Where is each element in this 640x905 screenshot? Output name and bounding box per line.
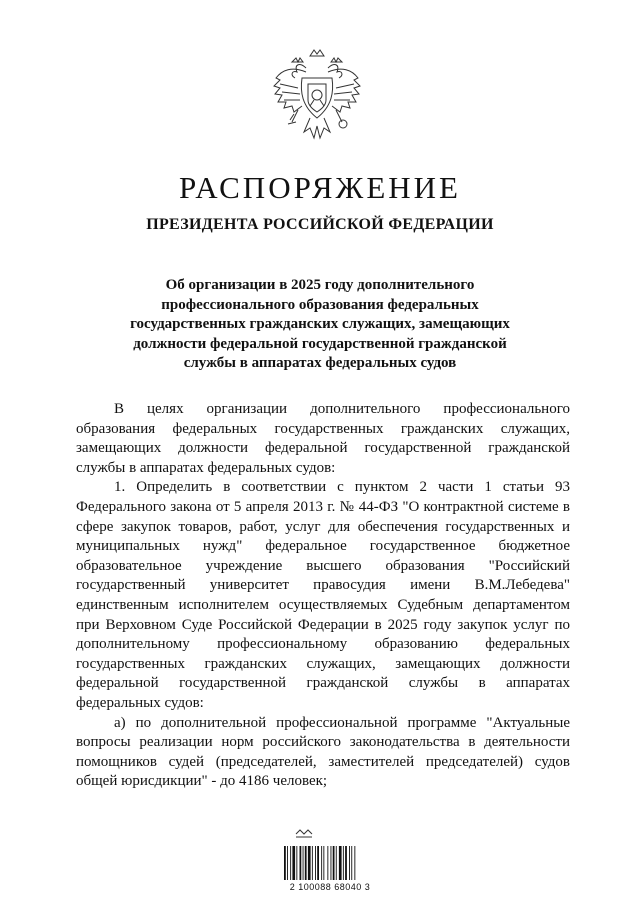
heading-line: профессионального образования федеральных (161, 296, 479, 313)
barcode-number: 2 100088 68040 3 (289, 882, 371, 892)
document-body (76, 400, 570, 792)
document-heading (96, 276, 544, 374)
document-mark-icon (294, 828, 314, 840)
heading-line: государственных гражданских служащих, замещающих (130, 316, 510, 332)
document-title: РАСПОРЯЖЕНИЕ (179, 170, 461, 205)
body-paragraph: В целях организации дополнительного профессионального образования федеральных государственных гражданских служащих, замещающих должности федеральной государственной гражданской службы в аппаратах федеральных судов: (76, 401, 570, 476)
document-subtitle: ПРЕЗИДЕНТА РОССИЙСКОЙ ФЕДЕРАЦИИ (146, 216, 494, 233)
heading-line: службы в аппаратах федеральных судов (183, 355, 457, 371)
barcode-icon (283, 846, 375, 880)
russian-coat-of-arms-icon (270, 48, 364, 144)
body-paragraph: 1. Определить в соответствии с пунктом 2 части 1 статьи 93 Федерального закона от 5 апреля 2013 г. № 44-ФЗ "О контрактной системе в сфере закупок товаров, работ, услуг для обеспечения государственных и муниципальных нужд" федеральное государственное бюджетное образовательное учреждение высшего образования "Российский государственный университет правосудия имени В.М.Лебедева" единственным исполнителем осуществляемых Судебным департаментом при Верховном Суде Российской Федерации в 2025 году закупок услуг по дополнительному профессиональному образованию федеральных государственных гражданских служащих, замещающих должности федеральной государственной гражданской службы в аппаратах федеральных судов: (76, 479, 570, 711)
body-paragraph: а) по дополнительной профессиональной программе "Актуальные вопросы реализации норм российского законодательства в деятельности помощников судей (председателей, заместителей председателей) судов общей юрисдикции" - до 4186 человек; (76, 714, 570, 790)
heading-line: должности федеральной государственной гражданской (133, 335, 507, 352)
heading-line: Об организации в 2025 году дополнительного (165, 277, 475, 293)
